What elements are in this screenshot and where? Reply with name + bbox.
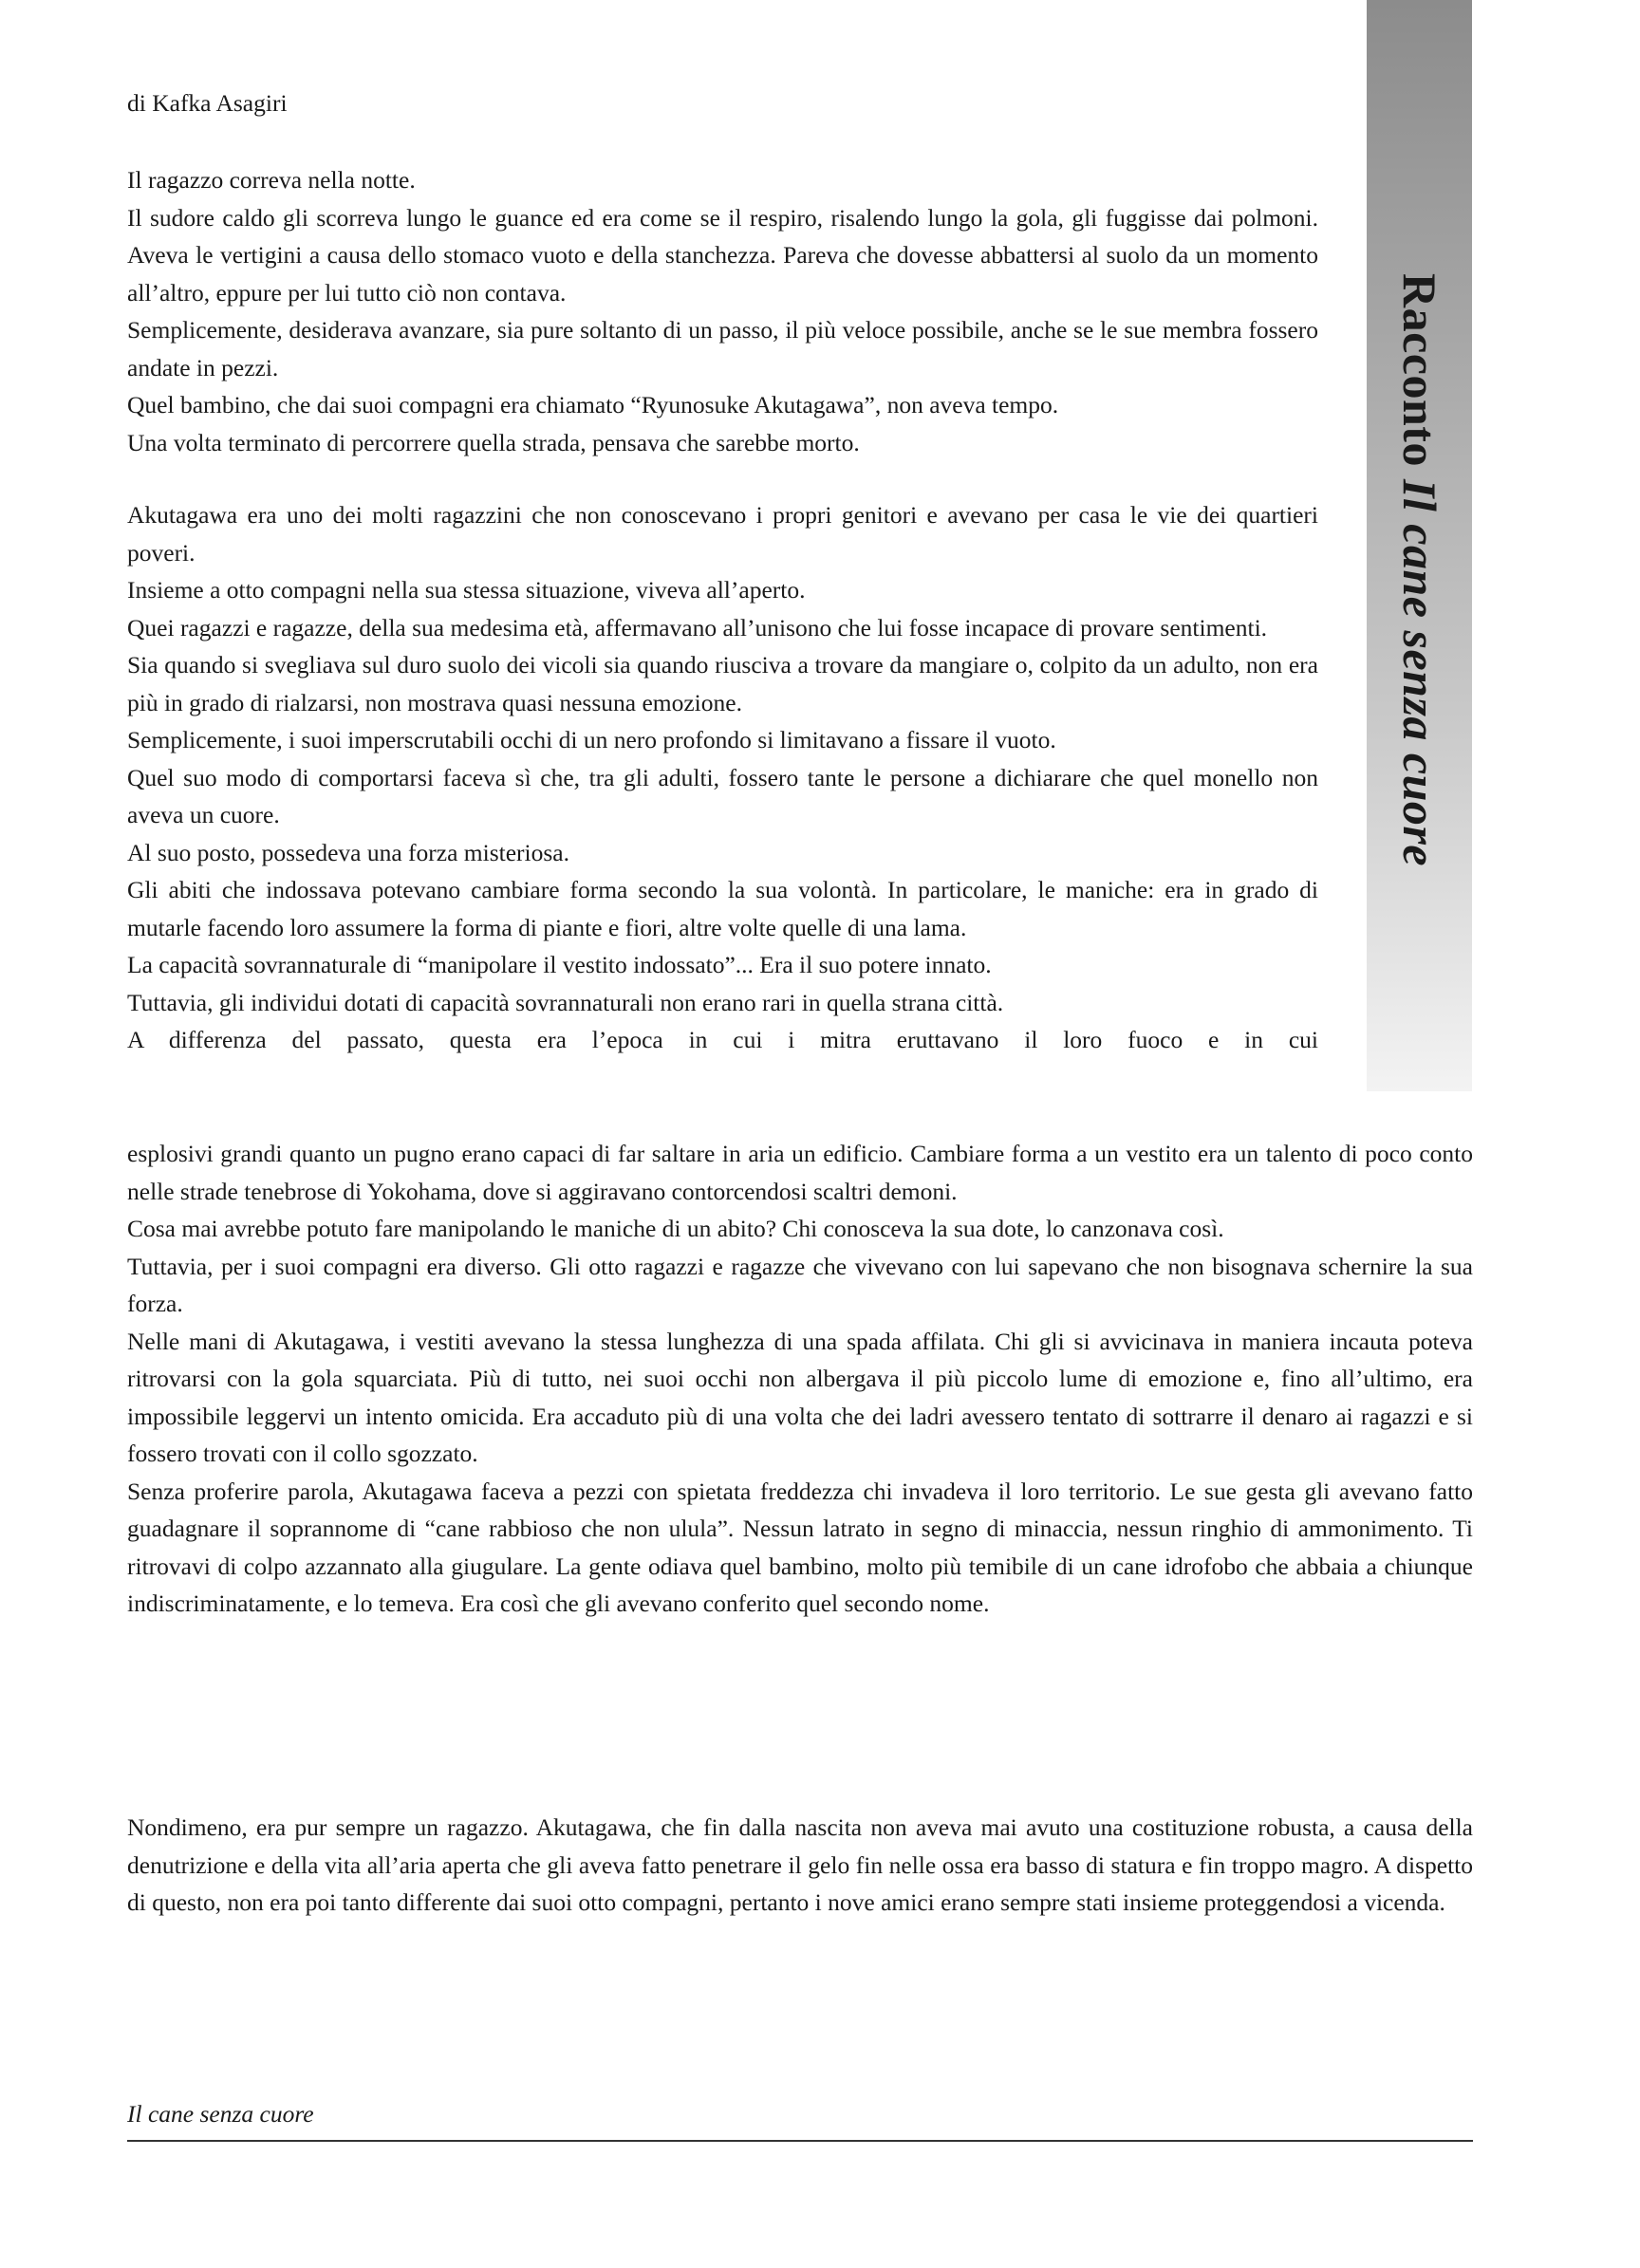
- paragraph: Il sudore caldo gli scorreva lungo le guance ed era come se il respiro, risalendo lungo la gola, gli fuggisse dai polmoni. Aveva le vertigini a causa dello stomaco vuoto e della stanchezza. Pareva che dovesse abbattersi al suolo da un momento all’altro, eppure per lui tutto ciò non contava.: [127, 203, 1318, 307]
- paragraph: Nondimeno, era pur sempre un ragazzo. Akutagawa, che fin dalla nascita non aveva mai avuto una costituzione robusta, a causa della denutrizione e della vita all’aria aperta che gli aveva fatto penetrare il gelo fin nelle ossa era basso di statura e fin troppo magro. A dispetto di questo, non era poi tanto differente dai suoi otto compagni, pertanto i nove amici erano sempre stati insieme proteggendosi a vicenda.: [127, 1813, 1473, 1916]
- side-tab-label-regular: Racconto: [1393, 273, 1446, 479]
- author-line: di Kafka Asagiri: [127, 89, 288, 117]
- paragraph: A differenza del passato, questa era l’epoca in cui i mitra eruttavano il loro fuoco e in cui: [127, 1026, 1318, 1053]
- paragraph: Il ragazzo correva nella notte.: [127, 166, 416, 194]
- paragraph: Tuttavia, per i suoi compagni era diverso. Gli otto ragazzi e ragazze che vivevano con lui sapevano che non bisognava schernire la sua forza.: [127, 1252, 1473, 1317]
- paragraph: Quel suo modo di comportarsi faceva sì che, tra gli adulti, fossero tante le persone a dichiarare che quel monello non aveva un cuore.: [127, 763, 1318, 828]
- section-2-wide: [127, 1135, 1473, 1623]
- paragraph: Gli abiti che indossava potevano cambiare forma secondo la sua volontà. In particolare, le maniche: era in grado di mutarle facendo loro assumere la forma di piante e fiori, altre volte quelle di una lama.: [127, 876, 1318, 941]
- paragraph: La capacità sovrannaturale di “manipolare il vestito indossato”... Era il suo potere innato.: [127, 951, 992, 978]
- paragraph: Akutagawa era uno dei molti ragazzini che non conoscevano i propri genitori e avevano per casa le vie dei quartieri poveri.: [127, 501, 1318, 567]
- section-3: [127, 1809, 1473, 1922]
- side-tab-title: [1369, 273, 1470, 995]
- paragraph: Nelle mani di Akutagawa, i vestiti avevano la stessa lunghezza di una spada affilata. Chi gli si avvicinava in maniera incauta poteva ritrovarsi con la gola squarciata. Più di tutto, nei suoi occhi non albergava il più piccolo lume di emozione e, fino all’ultimo, era impossibile leggervi un intento omicida. Era accaduto più di una volta che dei ladri avessero tentato di sottrarre il denaro ai ragazzi e si fossero trovati con il collo sgozzato.: [127, 1327, 1473, 1467]
- paragraph: Cosa mai avrebbe potuto fare manipolando le maniche di un abito? Chi conosceva la sua dote, lo canzonava così.: [127, 1215, 1224, 1242]
- section-2-narrow: [127, 496, 1318, 1059]
- paragraph: Quei ragazzi e ragazze, della sua medesima età, affermavano all’unisono che lui fosse incapace di provare sentimenti.: [127, 613, 1268, 641]
- running-title: Il cane senza cuore: [127, 2100, 314, 2128]
- paragraph: Una volta terminato di percorrere quella strada, pensava che sarebbe morto.: [127, 428, 860, 456]
- paragraph: Sia quando si svegliava sul duro suolo dei vicoli sia quando riusciva a trovare da mangiare o, colpito da un adulto, non era più in grado di rialzarsi, non mostrava quasi nessuna emozione.: [127, 651, 1318, 716]
- section-1: [127, 161, 1318, 461]
- paragraph: Al suo posto, possedeva una forza misteriosa.: [127, 838, 569, 866]
- paragraph: Senza proferire parola, Akutagawa faceva a pezzi con spietata freddezza chi invadeva il loro territorio. Le sue gesta gli avevano fatto guadagnare il soprannome di “cane rabbioso che non ulula”. Nessun latrato in segno di minaccia, nessun ringhio di ammonimento. Ti ritrovavi di colpo azzannato alla giugulare. La gente odiava quel bambino, molto più temibile di un cane idrofobo che abbaia a chiunque indiscriminatamente, e lo temeva. Era così che gli avevano conferito quel secondo nome.: [127, 1477, 1473, 1617]
- paragraph: Quel bambino, che dai suoi compagni era chiamato “Ryunosuke Akutagawa”, non aveva tempo.: [127, 391, 1059, 418]
- footer-divider: [127, 2140, 1473, 2142]
- paragraph: Insieme a otto compagni nella sua stessa situazione, viveva all’aperto.: [127, 576, 806, 604]
- paragraph: Semplicemente, i suoi imperscrutabili occhi di un nero profondo si limitavano a fissare il vuoto.: [127, 726, 1056, 753]
- side-tab-label-italic: Il cane senza cuore: [1393, 478, 1446, 867]
- paragraph: Semplicemente, desiderava avanzare, sia pure soltanto di un passo, il più veloce possibile, anche se le sue membra fossero andate in pezzi.: [127, 316, 1318, 381]
- paragraph: esplosivi grandi quanto un pugno erano capaci di far saltare in aria un edificio. Cambiare forma a un vestito era un talento di poco conto nelle strade tenebrose di Yokohama, dove si aggiravano contorcendosi scaltri demoni.: [127, 1140, 1473, 1205]
- paragraph: Tuttavia, gli individui dotati di capacità sovrannaturali non erano rari in quella strana città.: [127, 988, 1004, 1016]
